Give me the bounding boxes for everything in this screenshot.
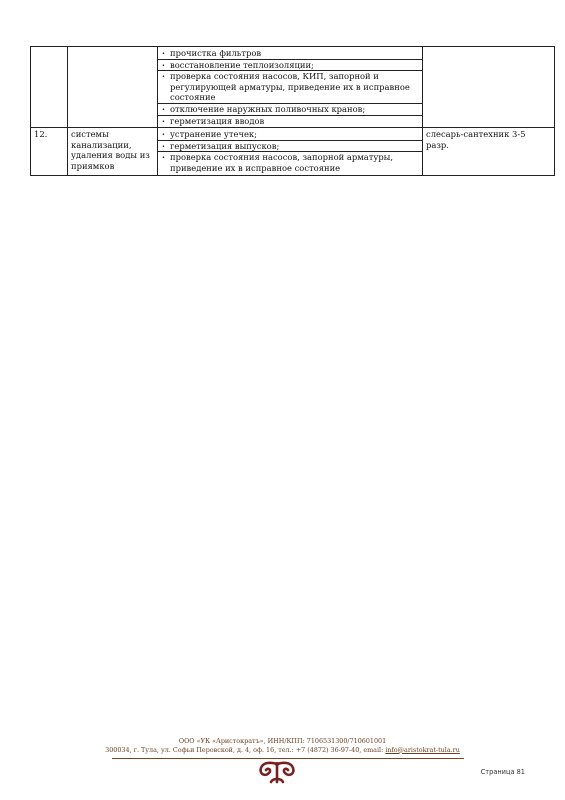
responsible-cell: слесарь-сантехник 3-5 разр.: [423, 128, 555, 175]
page-number: Страница 81: [480, 768, 525, 776]
page-footer: [0, 737, 565, 754]
works-table: [30, 46, 555, 176]
list-item: · герметизация выпусков;: [158, 141, 422, 153]
list-item: · отключение наружных поливочных кранов;: [158, 104, 422, 116]
system-cell: системы канализации, удаления воды из приямков: [68, 128, 158, 175]
responsible-cell: [423, 47, 555, 128]
list-item: · проверка состояния насосов, запорной арматуры, приведение их в исправное состояние: [161, 152, 419, 173]
email-link[interactable]: info@aristokrat-tula.ru: [385, 745, 460, 754]
works-cell: [158, 128, 423, 175]
works-list: [161, 48, 419, 126]
row-number-cell: 12.: [31, 128, 68, 175]
address-line: [0, 746, 565, 755]
address-text: 300034, г. Тула, ул. Софьи Перовской, д. 4, оф. 16, тел.: +7 (4872) 36-97-40, email:: [105, 745, 386, 754]
works-cell: [158, 47, 423, 128]
row-number-cell: [31, 47, 68, 128]
table-row: [31, 47, 555, 128]
footer-divider: [112, 758, 464, 759]
list-item: · восстановление теплоизоляции;: [158, 60, 422, 72]
company-logo-icon: [253, 760, 301, 786]
system-cell: [68, 47, 158, 128]
table-row: [31, 128, 555, 175]
list-item: · прочистка фильтров: [158, 48, 422, 60]
list-item: · проверка состояния насосов, КИП, запорной и регулирующей арматуры, приведение их в исправное состояние: [158, 71, 422, 104]
list-item: · устранение утечек;: [158, 129, 422, 141]
company-line: ООО «УК «Аристократъ», ИНН/КПП: 7106531300/710601001: [178, 737, 387, 745]
list-item: · герметизация вводов: [161, 116, 419, 127]
works-list: [161, 129, 419, 173]
